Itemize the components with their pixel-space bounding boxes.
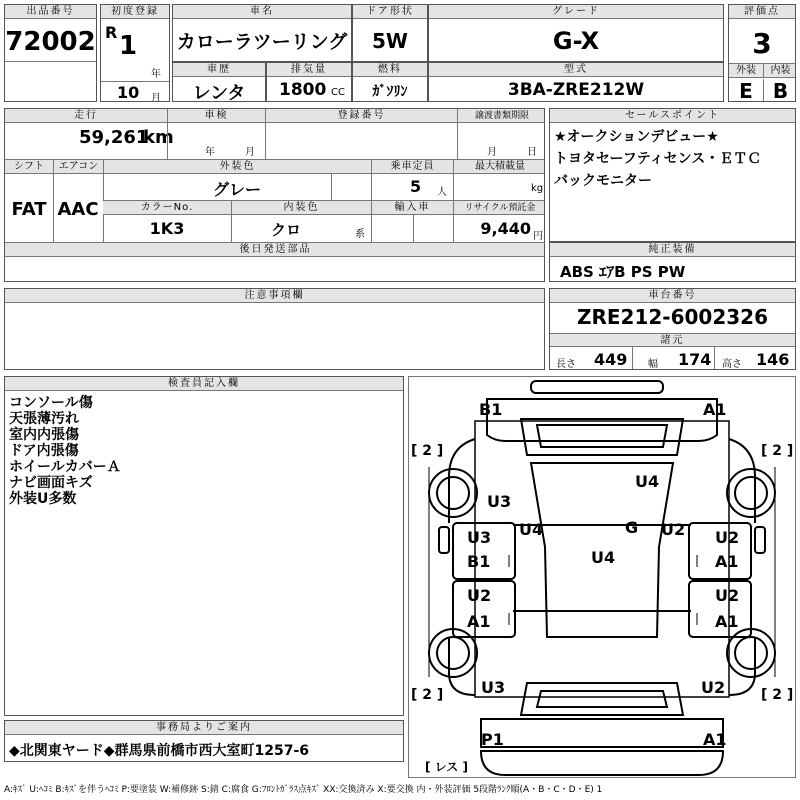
int-color: クロ xyxy=(271,221,302,239)
damage-mark: A1 xyxy=(703,730,727,749)
ext-color-label: 外装色 xyxy=(103,160,371,174)
color-no-label: カラーNo. xyxy=(103,201,231,215)
displacement-box xyxy=(266,62,352,102)
tire-label-rear-left: [ 2 ] xyxy=(411,687,444,703)
damage-mark: U2 xyxy=(715,586,740,605)
sales-point-line: トヨタセーフティセンス・ＥＴＣ xyxy=(554,151,762,167)
damage-mark: U3 xyxy=(467,528,492,547)
exterior-label: 外装 xyxy=(729,64,763,78)
load-unit: kg xyxy=(531,183,544,194)
model-box xyxy=(172,4,352,62)
inspection-label: 車検 xyxy=(167,109,265,123)
score-label: 評価点 xyxy=(729,5,795,19)
inspector-line: コンソール傷 xyxy=(9,395,93,411)
car-diagram-svg xyxy=(409,377,795,777)
model-type: 3BA-ZRE212W xyxy=(507,80,645,100)
office-label: 事務局よりご案内 xyxy=(5,721,403,735)
shift-label: シフト xyxy=(5,160,53,174)
mileage: 59,261 xyxy=(79,127,149,148)
sales-point-line: バックモニター xyxy=(554,173,652,189)
mileage-label: 走行 xyxy=(5,109,167,123)
ac-label: エアコン xyxy=(53,160,103,174)
capacity-unit: 人 xyxy=(437,187,447,198)
history-label: 車歴 xyxy=(173,63,265,77)
damage-mark: U2 xyxy=(715,528,740,547)
registration-month: 10 xyxy=(117,83,140,102)
mileage-unit: km xyxy=(143,127,174,148)
capacity: 5 xyxy=(410,177,422,196)
score-box xyxy=(728,4,796,102)
load-label: 最大積載量 xyxy=(453,160,545,174)
tire-label-front-left: [ 2 ] xyxy=(411,443,444,459)
damage-mark: U2 xyxy=(467,586,492,605)
inspector-line: 天張薄汚れ xyxy=(9,411,79,427)
lot-number-box xyxy=(4,4,97,102)
inspector-line: ホイールカバーＡ xyxy=(9,459,121,475)
shift: FAT xyxy=(11,199,47,220)
inspector-label: 検査員記入欄 xyxy=(5,377,403,391)
reg-no-label: 登録番号 xyxy=(265,109,457,123)
recycle-unit: 円 xyxy=(533,231,543,242)
spec-label: 諸元 xyxy=(550,333,795,347)
recycle-label: リサイクル預託金 xyxy=(453,201,545,215)
inspection-year-unit: 年 xyxy=(205,147,215,158)
first-registration-box xyxy=(100,4,170,102)
tire-label-rear-right: [ 2 ] xyxy=(761,687,794,703)
air-conditioner: AAC xyxy=(57,199,99,220)
transfer-month-unit: 月 xyxy=(487,147,497,158)
chassis-box xyxy=(549,288,796,370)
damage-mark: A1 xyxy=(715,612,739,631)
damage-legend: A:ｷｽﾞ U:ﾍｺﾐ B:ｷｽﾞを伴うﾍｺﾐ P:要塗装 W:補修跡 S:錆 C:腐食 G:ﾌﾛﾝﾄｶﾞﾗｽ点ｷｽﾞ XX:交換済み X:要交換 内・外装評価 5段階ﾗﾝｸ順(A・B・C・D・E) 1 xyxy=(4,785,603,795)
fuel: ｶﾞｿﾘﾝ xyxy=(372,84,408,100)
color-no: 1K3 xyxy=(149,219,185,238)
sales-point-lines xyxy=(554,129,793,189)
damage-mark: B1 xyxy=(479,400,503,419)
inspector-line: 外装U多数 xyxy=(9,491,77,507)
door-box xyxy=(352,4,428,62)
office-box xyxy=(4,720,404,762)
score: 3 xyxy=(752,27,772,60)
int-color-label: 内装色 xyxy=(231,201,371,215)
damage-mark: P1 xyxy=(481,730,504,749)
fuel-label: 燃料 xyxy=(353,63,427,77)
width: 174 xyxy=(678,350,712,369)
equipment: ABS ｴｱB PS PW xyxy=(560,263,686,281)
lot-number-label: 出品番号 xyxy=(5,5,96,19)
exterior-grade: E xyxy=(739,79,753,102)
office-address: ◆北関東ヤード◆群馬県前橋市西大室町1257-6 xyxy=(9,743,310,759)
tire-label-front-right: [ 2 ] xyxy=(761,443,794,459)
grade-label: グレード xyxy=(429,5,723,19)
sales-point-line: ★オークションデビュー★ xyxy=(554,129,719,145)
damage-mark: A1 xyxy=(467,612,491,631)
year-unit: 年 xyxy=(151,69,161,80)
history: レンタ xyxy=(192,83,246,102)
damage-mark: G xyxy=(625,518,639,537)
car-diagram xyxy=(408,376,796,778)
recycle-fee: 9,440 xyxy=(480,219,531,238)
transfer-day-unit: 日 xyxy=(527,147,537,158)
damage-mark: U3 xyxy=(481,678,506,697)
spare-tire-label: [ レス ] xyxy=(425,760,468,774)
height: 146 xyxy=(756,350,790,369)
damage-mark: B1 xyxy=(467,552,491,571)
damage-mark: U4 xyxy=(591,548,616,567)
damage-mark: U2 xyxy=(661,520,686,539)
chassis-label: 車台番号 xyxy=(550,289,795,303)
later-parts-label: 後日発送部品 xyxy=(5,243,545,257)
damage-mark: A1 xyxy=(703,400,727,419)
damage-mark: U4 xyxy=(519,520,544,539)
door-type: 5W xyxy=(372,29,408,53)
chassis-number: ZRE212-6002326 xyxy=(576,305,769,329)
grade-box xyxy=(428,4,724,62)
import-label: 輸入車 xyxy=(371,201,453,215)
month-unit: 月 xyxy=(151,93,161,102)
transfer-label: 譲渡書類期限 xyxy=(457,109,545,123)
inspector-box xyxy=(4,376,404,716)
door-label: ドア形状 xyxy=(353,5,427,19)
first-registration-label: 初度登録 xyxy=(101,5,169,19)
grade: G-X xyxy=(552,27,600,55)
sales-point-label: セールスポイント xyxy=(550,109,795,123)
inspector-lines xyxy=(9,395,121,507)
damage-mark: U4 xyxy=(635,472,660,491)
inspection-month-unit: 月 xyxy=(245,147,255,158)
damage-mark: U2 xyxy=(701,678,726,697)
displacement: 1800 xyxy=(279,80,327,100)
length-label: 長さ xyxy=(556,359,576,370)
sales-point-box xyxy=(549,108,796,242)
ext-color: グレー xyxy=(212,180,261,199)
height-label: 高さ xyxy=(722,359,742,370)
length: 449 xyxy=(594,350,628,369)
lot-number: 72002 xyxy=(5,27,96,57)
int-color-unit: 系 xyxy=(355,229,365,240)
registration-year: 1 xyxy=(119,31,138,61)
displacement-label: 排気量 xyxy=(267,63,351,77)
model-label: 車名 xyxy=(173,5,351,19)
inspector-line: 室内内張傷 xyxy=(9,427,79,443)
equipment-label: 純正装備 xyxy=(550,243,795,257)
model-type-label: 型式 xyxy=(429,63,723,77)
model-name: カローラツーリング xyxy=(176,31,348,53)
history-box xyxy=(172,62,266,102)
inspector-line: ドア内張傷 xyxy=(9,443,79,459)
equipment-box xyxy=(549,242,796,282)
caution-label: 注意事項欄 xyxy=(5,289,544,303)
era: R xyxy=(105,23,118,42)
width-label: 幅 xyxy=(648,359,658,370)
damage-mark: U3 xyxy=(487,492,512,511)
capacity-label: 乗車定員 xyxy=(371,160,453,174)
inspector-line: ナビ画面キズ xyxy=(9,475,93,491)
fuel-box xyxy=(352,62,428,102)
details-box xyxy=(4,108,545,282)
interior-grade: B xyxy=(763,79,796,102)
interior-label: 内装 xyxy=(763,64,796,78)
model-type-box xyxy=(428,62,724,102)
caution-box xyxy=(4,288,545,370)
damage-mark: A1 xyxy=(715,552,739,571)
displacement-unit: CC xyxy=(331,87,345,98)
